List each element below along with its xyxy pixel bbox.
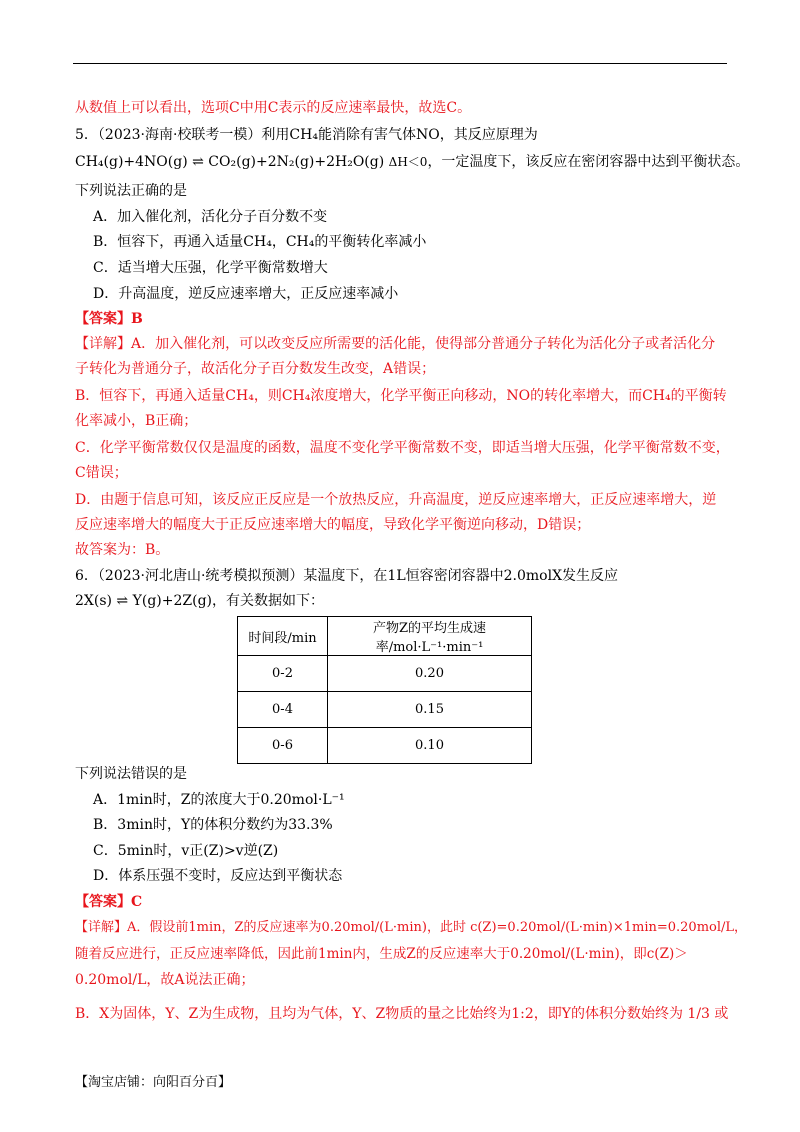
table-header-cell: 产物Z的平均生成速率/mol·L⁻¹·min⁻¹ bbox=[328, 617, 532, 656]
q6-explain-line: B．X为固体，Y、Z为生成物，且均为气体，Y、Z物质的量之比始终为1:2，即Y的体积分数始终为 1/3 或 bbox=[75, 1006, 729, 1022]
q5-equation-line bbox=[75, 153, 749, 171]
q6-answer: 【答案】C bbox=[75, 894, 143, 910]
table-row bbox=[238, 728, 532, 764]
rate-table bbox=[237, 616, 532, 764]
q5-explain-line: 反应速率增大的幅度大于正反应速率增大的幅度，导致化学平衡逆向移动，D错误； bbox=[75, 517, 591, 533]
table-cell: 0-6 bbox=[238, 728, 328, 764]
q6-stem: 6．（2023·河北唐山·统考模拟预测）某温度下，在1L恒容密闭容器中2.0molX发生反应 bbox=[75, 568, 619, 584]
q6-option-a: A．1min时，Z的浓度大于0.20mol·L⁻¹ bbox=[93, 792, 345, 808]
table-cell: 0-4 bbox=[238, 692, 328, 728]
q6-explain-line: 0.20mol/L，故A说法正确； bbox=[75, 972, 255, 988]
q5-option-a: A．加入催化剂，活化分子百分数不变 bbox=[93, 209, 328, 225]
q6-equation-line bbox=[75, 592, 324, 610]
q5-explain-line: C错误； bbox=[75, 465, 128, 481]
q5-explain-line: B．恒容下，再通入适量CH₄，则CH₄浓度增大，化学平衡正向移动，NO的转化率增大，而CH₄的平衡转 bbox=[75, 388, 727, 404]
table-header-cell: 时间段/min bbox=[238, 617, 328, 656]
table-cell: 0.10 bbox=[328, 728, 532, 764]
q5-option-b: B．恒容下，再通入适量CH₄，CH₄的平衡转化率减小 bbox=[93, 234, 427, 250]
q5-stem: 5．（2023·海南·校联考一模）利用CH₄能消除有害气体NO，其反应原理为 bbox=[75, 127, 538, 143]
q6-explain-line: 随着反应进行，正反应速率降低，因此前1min内，生成Z的反应速率大于0.20mol/(L·min)，即c(Z)＞ bbox=[75, 946, 688, 962]
q5-explain-line: D．由题于信息可知，该反应正反应是一个放热反应，升高温度，逆反应速率增大，正反应速率增大，逆 bbox=[75, 492, 717, 508]
q6-ask: 下列说法错误的是 bbox=[75, 766, 187, 782]
q5-explain-line: 故答案为：B。 bbox=[75, 542, 170, 558]
q6-option-b: B．3min时，Y的体积分数约为33.3% bbox=[93, 817, 333, 833]
footer-shop-label: 【淘宝店铺：向阳百分百】 bbox=[75, 1075, 232, 1090]
q5-answer: 【答案】B bbox=[75, 311, 143, 327]
intro-text: 从数值上可以看出，选项C中用C表示的反应速率最快，故选C。 bbox=[75, 100, 472, 116]
q5-option-d: D．升高温度，逆反应速率增大，正反应速率减小 bbox=[93, 286, 399, 302]
table-cell: 0.20 bbox=[328, 656, 532, 692]
q6-eq-tail: ，有关数据如下： bbox=[212, 593, 324, 609]
table-cell: 0.15 bbox=[328, 692, 532, 728]
header-rule bbox=[73, 63, 727, 64]
q6-equation: 2X(s) ⇌ Y(g)+2Z(g) bbox=[75, 593, 212, 609]
table-row bbox=[238, 692, 532, 728]
q5-option-c: C．适当增大压强，化学平衡常数增大 bbox=[93, 260, 328, 276]
table-cell: 0-2 bbox=[238, 656, 328, 692]
table-row bbox=[238, 656, 532, 692]
q6-explain-line: 【详解】A．假设前1min，Z的反应速率为0.20mol/(L·min)，此时 c(Z)=0.20mol/(L·min)×1min=0.20mol/L， bbox=[75, 920, 748, 935]
q5-explain-line: 【详解】A．加入催化剂，可以改变反应所需要的活化能，使得部分普通分子转化为活化分子或者活化分 bbox=[75, 336, 716, 352]
q5-explain-line: 子转化为普通分子，故活化分子百分数发生改变，A错误； bbox=[75, 361, 436, 377]
q5-explain-line: 化率减小，B正确； bbox=[75, 413, 198, 429]
q6-option-d: D．体系压强不变时，反应达到平衡状态 bbox=[93, 868, 343, 884]
table-header-row bbox=[238, 617, 532, 656]
q6-option-c: C．5min时，v正(Z)>v逆(Z) bbox=[93, 843, 279, 859]
q5-ask: 下列说法正确的是 bbox=[75, 183, 187, 199]
q5-explain-line: C．化学平衡常数仅仅是温度的函数，温度不变化学平衡常数不变，即适当增大压强，化学平衡常数不变， bbox=[75, 440, 730, 456]
q5-delta-h: ΔH＜0 bbox=[388, 155, 428, 169]
q5-equation: CH₄(g)+4NO(g) ⇌ CO₂(g)+2N₂(g)+2H₂O(g) bbox=[75, 154, 385, 170]
q5-eq-tail: ，一定温度下，该反应在密闭容器中达到平衡状态。 bbox=[427, 154, 750, 170]
